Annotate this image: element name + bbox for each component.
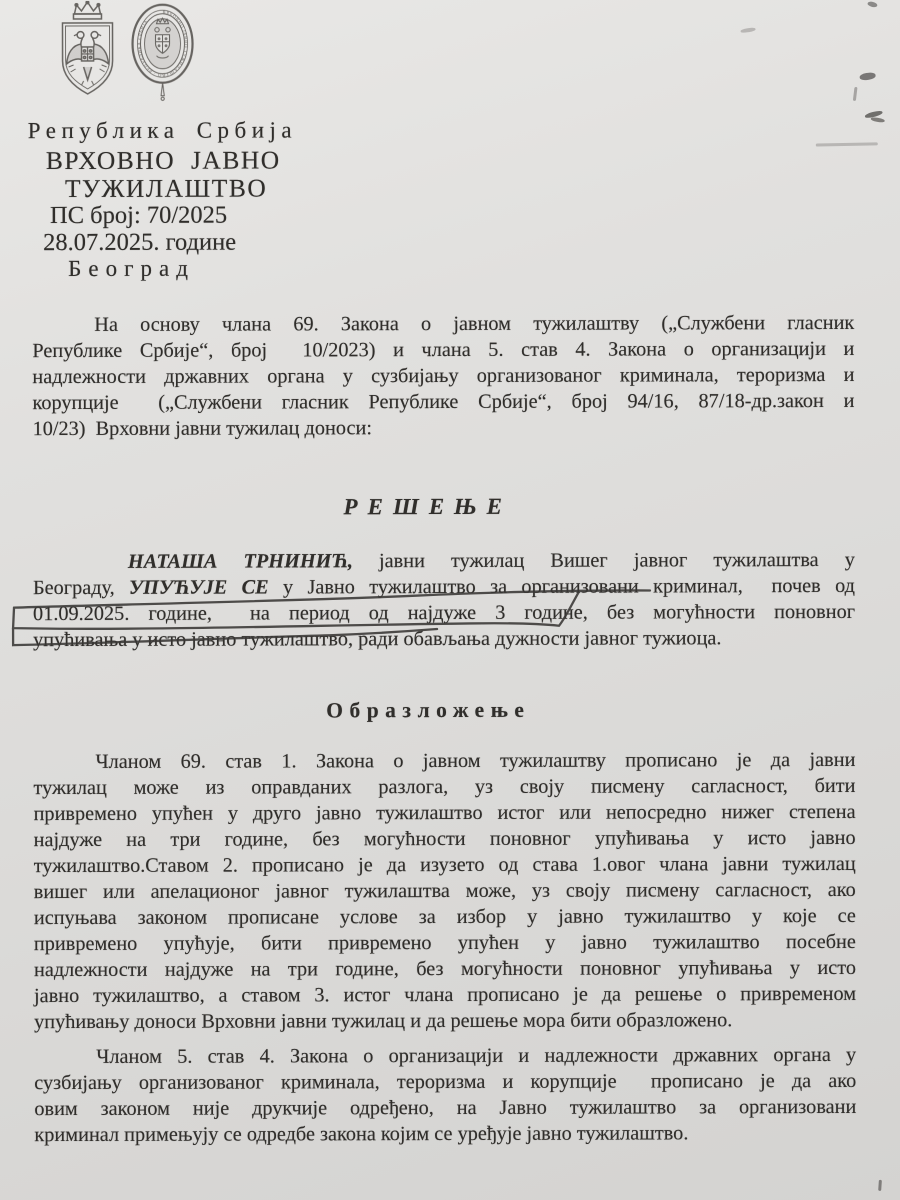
- rationale-line: упућивању доноси Врховни јавни тужилац и да решење мора бити образложено.: [34, 1009, 733, 1034]
- rationale-line: Чланом 69. став 1. Закона о јавном тужилаштву прописано је да јавни: [95, 748, 856, 773]
- decision-line: [33, 547, 855, 575]
- rationale-line: Чланом 5. став 4. Закона о организацији и надлежности државних органа у: [96, 1043, 857, 1068]
- intro-line: надлежности државних органа у сузбијању организованог криминала, тероризма и: [32, 363, 855, 389]
- header-case-number: ПС број: 70/2025: [49, 201, 228, 230]
- decision-paragraph: [33, 547, 855, 653]
- ink-smudge: [871, 117, 885, 123]
- ink-smudge: [859, 72, 876, 81]
- seal-ring-text: ВРХОВНО ЈАВНО ТУЖИЛАШТВО · РЕПУБЛИКА СРБИЈА: [136, 9, 189, 78]
- rationale-line: тужилаштво.Ставом 2. прописано је да изузето од става 1.овог члана јавни тужилац: [33, 852, 856, 878]
- ink-smudge: [740, 27, 755, 33]
- prosecution-seal-icon: [126, 2, 198, 104]
- decision-line: 01.09.2025. године, на период од најдуже 3 године, без могућности поновног: [33, 600, 856, 626]
- ink-smudge: [853, 87, 857, 101]
- ink-smudge: [864, 110, 883, 119]
- header-office-line1: ВРХОВНО ЈАВНО: [45, 145, 281, 176]
- decision-line-text: јавни тужилац Вишег јавног тужилаштва у: [378, 548, 855, 573]
- intro-line: корупције („Службени гласник Републике Србије“, број 94/16, 87/18-др.закон и: [32, 389, 855, 415]
- rationale-line: испуњава законом прописане услове за избор у јавно тужилаштво у које се: [33, 904, 856, 930]
- prosecutor-name: НАТАША ТРНИНИЋ,: [127, 550, 353, 573]
- header-country: Република Србија: [27, 117, 298, 144]
- intro-line: Републике Србије“, број 10/2023) и члана 5. став 4. Закона о организацији и: [32, 337, 855, 363]
- rationale-line: најдуже на три године, без могућности поновног упућивања у исто јавно: [33, 826, 856, 852]
- decision-line-text: у Јавно тужилаштво за организовани криминал, почев од: [282, 574, 855, 599]
- assignment-emphasis: УПУЋУЈЕ СЕ: [129, 576, 269, 599]
- rationale-line: надлежности најдуже на три године, без могућности поновног упућивања у исто: [33, 956, 856, 982]
- ink-smudge: [878, 1180, 882, 1191]
- intro-line: 10/23) Врховни јавни тужилац доноси:: [32, 417, 373, 441]
- header-date: 28.07.2025. године: [43, 228, 237, 257]
- intro-paragraph: [32, 310, 854, 442]
- rationale-line: привремено упућен у друго јавно тужилаштво истог или непосредно нижег степена: [33, 800, 856, 826]
- rationale-line: привремено упућује, бити привремено упућен у јавно тужилаштво посебне: [33, 930, 856, 956]
- rationale-paragraph-2: [34, 1042, 856, 1148]
- rationale-line: јавно тужилаштво, а ставом 3. истог члана прописано је да решење о привременом: [34, 982, 857, 1008]
- decision-line-text: Београду,: [32, 576, 115, 600]
- ink-smudge: [867, 1, 878, 8]
- rationale-line: криминал примењују се одредбе закона којим се уређује јавно тужилаштво.: [34, 1122, 689, 1147]
- rationale-paragraph-1: [33, 747, 856, 1035]
- decision-line: упућивања у исто јавно тужилаштво, ради обављања дужности јавног тужиоца.: [33, 627, 722, 652]
- header-office-line2: ТУЖИЛАШТВО: [64, 173, 268, 204]
- decision-title: РЕШЕЊЕ: [343, 493, 512, 520]
- rationale-line: вишег или апелационог јавног тужилаштва може, уз своју писмену сагласност, ако: [33, 878, 856, 904]
- intro-line: На основу члана 69. Закона о јавном тужилаштву („Службени гласник: [94, 311, 855, 336]
- ink-smudge: [816, 142, 878, 146]
- serbia-coat-of-arms-icon: [53, 1, 121, 101]
- rationale-title: Образложење: [326, 697, 531, 723]
- rationale-line: тужилац може из оправданих разлога, уз своју писмену сагласност, бити: [33, 774, 856, 800]
- rationale-line: сузбијању организованог криминала, тероризма и корупције прописано је да ако: [34, 1069, 857, 1095]
- rationale-line: овим законом није друкчије одређено, на Јавно тужилаштво за организовани: [34, 1095, 857, 1121]
- header-city: Београд: [68, 255, 195, 281]
- decision-line: [33, 573, 855, 601]
